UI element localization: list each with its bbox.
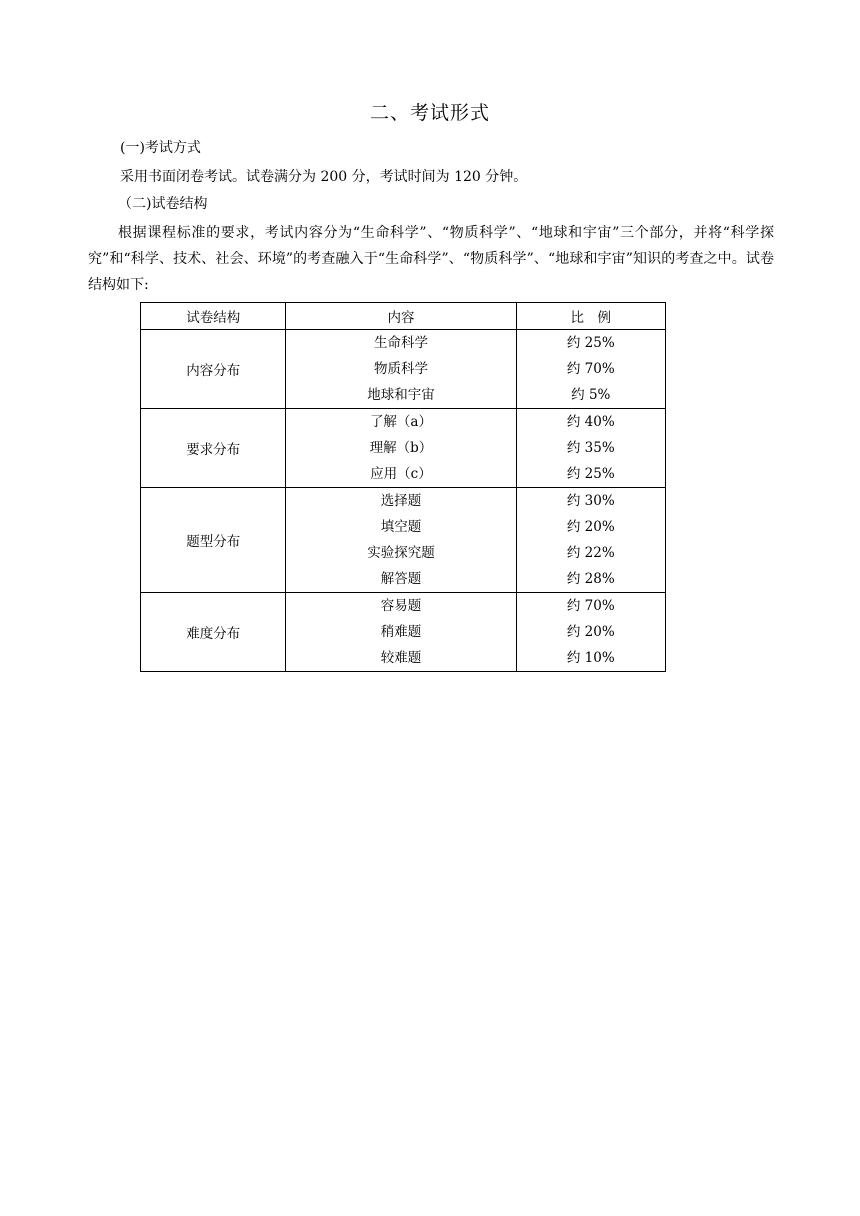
table-header-row bbox=[141, 303, 666, 330]
category-cell: 要求分布 bbox=[141, 409, 286, 488]
item-text: 生命科学 bbox=[373, 335, 428, 351]
category-cell: 内容分布 bbox=[141, 330, 286, 409]
ratios-cell bbox=[516, 330, 665, 409]
item-text: 理解（b） bbox=[369, 440, 433, 456]
items-cell bbox=[286, 488, 516, 593]
ratio-text: 约 25% bbox=[566, 466, 615, 482]
ratio-text: 约 70% bbox=[566, 598, 615, 614]
ratios-cell bbox=[516, 593, 665, 672]
item-text: 稍难题 bbox=[380, 624, 422, 640]
item-text: 了解（a） bbox=[369, 414, 432, 430]
paper-structure-paragraph: 根据课程标准的要求，考试内容分为“生命科学”、“物质科学”、“地球和宇宙”三个部分，并将“科学探究”和“科学、技术、社会、环境”的考查融入于“生命科学”、“物质科学”、“地球和宇宙”知识的考查之中。试卷结构如下: bbox=[88, 225, 774, 293]
ratio-text: 约 28% bbox=[566, 571, 615, 587]
ratio-text: 约 35% bbox=[566, 440, 615, 456]
ratio-text: 约 5% bbox=[571, 387, 611, 403]
section-heading-exam-method: (一)考试方式 bbox=[120, 140, 201, 156]
ratio-text: 约 22% bbox=[566, 545, 615, 561]
ratio-text: 约 10% bbox=[566, 650, 615, 666]
item-text: 较难题 bbox=[380, 650, 422, 666]
item-text: 填空题 bbox=[380, 519, 422, 535]
items-cell bbox=[286, 593, 516, 672]
ratios-cell bbox=[516, 488, 665, 593]
ratio-text: 约 20% bbox=[566, 519, 615, 535]
table-row bbox=[141, 593, 666, 672]
header-content: 内容 bbox=[286, 303, 516, 330]
item-text: 实验探究题 bbox=[367, 545, 435, 561]
item-text: 应用（c） bbox=[370, 466, 432, 482]
table-row bbox=[141, 330, 666, 409]
ratio-text: 约 70% bbox=[566, 361, 615, 377]
item-text: 物质科学 bbox=[373, 361, 428, 377]
items-cell bbox=[286, 409, 516, 488]
header-structure: 试卷结构 bbox=[141, 303, 286, 330]
ratio-text: 约 40% bbox=[566, 414, 615, 430]
paper-structure-table bbox=[140, 302, 666, 672]
table-row bbox=[141, 409, 666, 488]
item-text: 容易题 bbox=[380, 598, 422, 614]
exam-method-text: 采用书面闭卷考试。试卷满分为 200 分，考试时间为 120 分钟。 bbox=[120, 169, 528, 185]
category-cell: 题型分布 bbox=[141, 488, 286, 593]
ratios-cell bbox=[516, 409, 665, 488]
ratio-text: 约 20% bbox=[566, 624, 615, 640]
item-text: 地球和宇宙 bbox=[367, 387, 435, 403]
items-cell bbox=[286, 330, 516, 409]
ratio-text: 约 25% bbox=[566, 335, 615, 351]
ratio-text: 约 30% bbox=[566, 493, 615, 509]
table-row bbox=[141, 488, 666, 593]
item-text: 选择题 bbox=[380, 493, 422, 509]
section-heading-paper-structure: （二)试卷结构 bbox=[118, 196, 208, 212]
page-title: 二、考试形式 bbox=[369, 102, 490, 124]
item-text: 解答题 bbox=[380, 571, 422, 587]
header-ratio: 比 例 bbox=[516, 303, 665, 330]
category-cell: 难度分布 bbox=[141, 593, 286, 672]
